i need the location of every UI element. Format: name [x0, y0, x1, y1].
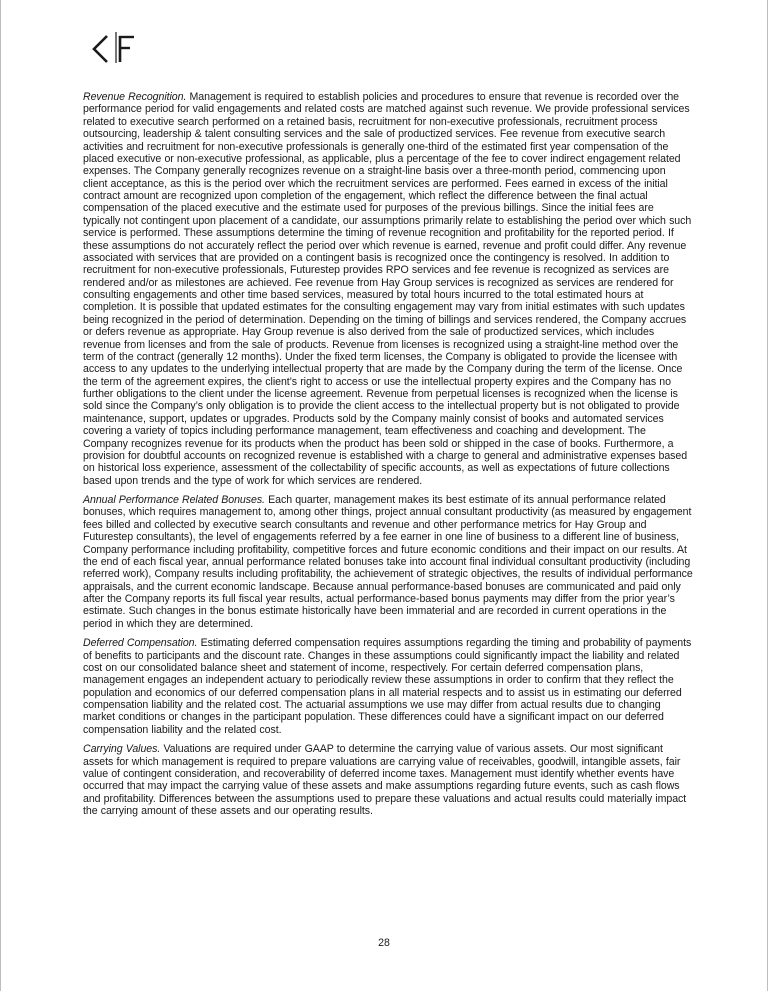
text-revenue-recognition: Management is required to establish policies and procedures to ensure that revenue is recorded over the performance period for valid engagements and related costs are matched against such revenue. We provide professional services related to executive search performed on a retained basis, recruitment for non-executive professionals, recruitment process outsourcing, leadership & talent consulting services and the sale of productized services. Fee revenue from executive search activities and recruitment for non-executive professionals is generally one-third of the estimated first year compensation of the placed executive or non-executive professional, as applicable, plus a percentage of the fee to cover indirect engagement related expenses. The Company generally recognizes revenue on a straight-line basis over a three-month period, commencing upon client acceptance, as this is the period over which the recruitment services are performed. Fees earned in excess of the initial contract amount are recognized upon completion of the engagement, which reflect the difference between the final actual compensation of the placed executive and the estimate used for purposes of the previous billings. Since the initial fees are typically not contingent upon placement of a candidate, our assumptions primarily relate to establishing the period over which such service is performed. These assumptions determine the timing of revenue recognition and profitability for the reported period. If these assumptions do not accurately reflect the period over which revenue is earned, revenue and profit could differ. Any revenue associated with services that are provided on a contingent basis is recognized once the contingency is resolved. In addition to recruitment for non-executive professionals, Futurestep provides RPO services and fee revenue is recognized as services are rendered and/or as milestones are achieved. Fee revenue from Hay Group services is recognized as services are rendered for consulting engagements and other time based services, measured by total hours incurred to the total estimated hours at completion. It is possible that updated estimates for the consulting engagement may vary from initial estimates with such updates being recognized in the period of determination. Depending on the timing of billings and services rendered, the Company accrues or defers revenue as appropriate. Hay Group revenue is also derived from the sale of productized services, which includes revenue from licenses and from the sale of products. Revenue from licenses is recognized using a straight-line method over the term of the contract (generally 12 months). Under the fixed term licenses, the Company is obligated to provide the licensee with access to any updates to the underlying intellectual property that are made by the Company during the term of the license. Once the term of the agreement expires, the client’s right to access or use the intellectual property expires and the Company has no further obligations to the client under the license agreement. Revenue from perpetual licenses is recognized when the license is sold since the Company’s only obligation is to provide the client access to the intellectual property but is not obligated to provide maintenance, support, updates or upgrades. Products sold by the Company mainly consist of books and automated services covering a variety of topics including performance management, team effectiveness and coaching and development. The Company recognizes revenue for its products when the product has been sold or shipped in the case of books. Furthermore, a provision for doubtful accounts on recognized revenue is established with a charge to general and administrative expenses based on historical loss experience, assessment of the collectability of specific accounts, as well as expectations of future collections based upon trends and the type of work for which services are rendered. [83, 91, 692, 487]
text-carrying-values: Valuations are required under GAAP to determine the carrying value of various assets. Our most significant assets for which management is required to prepare valuations are carrying value of receivables, goodwill, intangible assets, fair value of contingent consideration, and recoverability of deferred income taxes. Management must identify whether events have occurred that may impact the carrying value of these assets and make assumptions regarding future events, such as cash flows and profitability. Differences between the assumptions used to prepare these valuations and actual results could materially impact the carrying amount of these assets and our operating results. [83, 743, 687, 817]
paragraph-annual-performance-bonuses [83, 494, 693, 630]
document-body [83, 91, 693, 824]
heading-deferred-compensation: Deferred Compensation. [83, 637, 198, 650]
heading-annual-performance-bonuses: Annual Performance Related Bonuses. [83, 494, 265, 506]
text-annual-performance-bonuses: Each quarter, management makes its best estimate of its annual performance related bonuses, which requires management to, among other things, project annual consultant productivity (as measured by engagement fees billed and collected by executive search consultants and revenue and other performance metrics for Hay Group and Futurestep consultants), the level of engagements referred by a fee earner in one line of business to a different line of business, Company performance including profitability, competitive forces and future economic conditions and their impact on our results. At the end of each fiscal year, annual performance related bonuses take into account final individual consultant productivity (including referred work), Company results including profitability, the achievement of strategic objectives, the results of individual performance appraisals, and the current economic landscape. Because annual performance-based bonuses are communicated and paid only after the Company reports its full fiscal year results, actual performance-based bonus payments may differ from the prior year’s estimate. Such changes in the bonus estimate historically have been immaterial and are recorded in current operations in the period in which they are determined. [83, 494, 693, 630]
heading-revenue-recognition: Revenue Recognition. [83, 91, 187, 103]
text-deferred-compensation: Estimating deferred compensation requires assumptions regarding the timing and probability of payments of benefits to participants and the discount rate. Changes in these assumptions could significantly impact the liability and related cost on our consolidated balance sheet and statement of income, respectively. For certain deferred compensation plans, management engages an independent actuary to periodically review these assumptions in order to confirm that they reflect the population and economics of our deferred compensation plans in all material respects and to assist us in estimating our deferred compensation liability and the related cost. The actuarial assumptions we use may differ from actual results due to changing market conditions or changes in the participant population. These differences could have a significant impact on our deferred compensation liability and the related cost. [83, 637, 692, 736]
paragraph-carrying-values [83, 743, 693, 817]
page-number: 28 [378, 937, 390, 949]
paragraph-revenue-recognition [83, 91, 693, 487]
heading-carrying-values: Carrying Values. [83, 743, 161, 756]
paragraph-deferred-compensation [83, 637, 693, 736]
kf-logo-icon [88, 30, 138, 64]
